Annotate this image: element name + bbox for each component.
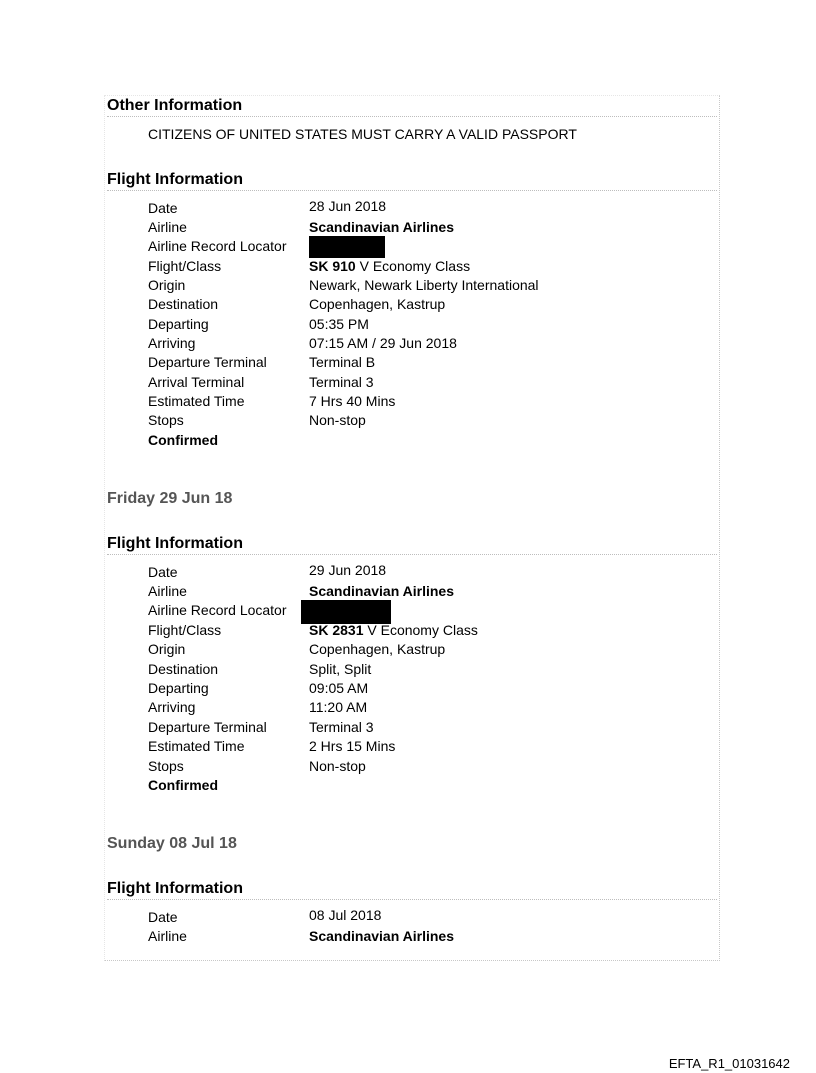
- flight-class-value: SK 910 V Economy Class: [309, 258, 471, 274]
- destination-value: Copenhagen, Kastrup: [309, 296, 446, 312]
- stops-value: Non-stop: [309, 758, 366, 774]
- destination-label: Destination: [148, 661, 219, 677]
- flight-information-heading: Flight Information: [107, 171, 243, 188]
- arriving-value: 11:20 AM: [309, 699, 368, 715]
- departing-value: 05:35 PM: [309, 316, 369, 332]
- airline-value: Scandinavian Airlines: [309, 583, 454, 599]
- status-confirmed: Confirmed: [148, 777, 218, 793]
- flight-class-label: Flight/Class: [148, 622, 222, 638]
- departure-terminal-value: Terminal B: [309, 354, 376, 370]
- departure-terminal-value: Terminal 3: [309, 719, 374, 735]
- airline-label: Airline: [148, 219, 187, 235]
- departing-label: Departing: [148, 316, 209, 332]
- destination-value: Split, Split: [309, 661, 372, 677]
- stops-label: Stops: [148, 758, 184, 774]
- origin-label: Origin: [148, 277, 186, 293]
- document-id-footer: EFTA_R1_01031642: [668, 1056, 790, 1071]
- origin-value: Newark, Newark Liberty International: [309, 277, 539, 293]
- day-heading: Sunday 08 Jul 18: [107, 835, 237, 852]
- flight-class-value: SK 2831 V Economy Class: [309, 622, 478, 638]
- date-label: Date: [148, 564, 178, 580]
- date-label: Date: [148, 909, 178, 925]
- redacted-record-locator: [309, 236, 385, 258]
- origin-label: Origin: [148, 641, 186, 657]
- departing-value: 09:05 AM: [309, 680, 369, 696]
- estimated-time-value: 7 Hrs 40 Mins: [309, 393, 396, 409]
- estimated-time-value: 2 Hrs 15 Mins: [309, 738, 396, 754]
- date-value: 28 Jun 2018: [309, 198, 387, 214]
- airline-value: Scandinavian Airlines: [309, 928, 454, 944]
- redacted-record-locator: [301, 600, 391, 624]
- arriving-value: 07:15 AM / 29 Jun 2018: [309, 335, 457, 351]
- destination-label: Destination: [148, 296, 219, 312]
- departure-terminal-label: Departure Terminal: [148, 354, 267, 370]
- arrival-terminal-value: Terminal 3: [309, 374, 374, 390]
- other-information-heading: Other Information: [107, 97, 243, 114]
- stops-label: Stops: [148, 412, 184, 428]
- flight-information-heading: Flight Information: [107, 535, 243, 552]
- record-locator-label: Airline Record Locator: [148, 602, 287, 618]
- stops-value: Non-stop: [309, 412, 366, 428]
- arriving-label: Arriving: [148, 699, 196, 715]
- date-value: 08 Jul 2018: [309, 907, 382, 923]
- estimated-time-label: Estimated Time: [148, 393, 245, 409]
- section-divider: [107, 116, 717, 117]
- section-divider: [107, 554, 717, 555]
- date-value: 29 Jun 2018: [309, 562, 387, 578]
- record-locator-label: Airline Record Locator: [148, 238, 287, 254]
- airline-label: Airline: [148, 928, 187, 944]
- passport-note: CITIZENS OF UNITED STATES MUST CARRY A VALID PASSPORT: [148, 126, 577, 142]
- airline-label: Airline: [148, 583, 187, 599]
- section-divider: [107, 190, 717, 191]
- flight-class-label: Flight/Class: [148, 258, 222, 274]
- day-heading: Friday 29 Jun 18: [107, 490, 233, 507]
- date-label: Date: [148, 200, 178, 216]
- flight-information-heading: Flight Information: [107, 880, 243, 897]
- arrival-terminal-label: Arrival Terminal: [148, 374, 245, 390]
- departing-label: Departing: [148, 680, 209, 696]
- departure-terminal-label: Departure Terminal: [148, 719, 267, 735]
- origin-value: Copenhagen, Kastrup: [309, 641, 446, 657]
- airline-value: Scandinavian Airlines: [309, 219, 454, 235]
- arriving-label: Arriving: [148, 335, 196, 351]
- estimated-time-label: Estimated Time: [148, 738, 245, 754]
- status-confirmed: Confirmed: [148, 432, 218, 448]
- section-divider: [107, 899, 717, 900]
